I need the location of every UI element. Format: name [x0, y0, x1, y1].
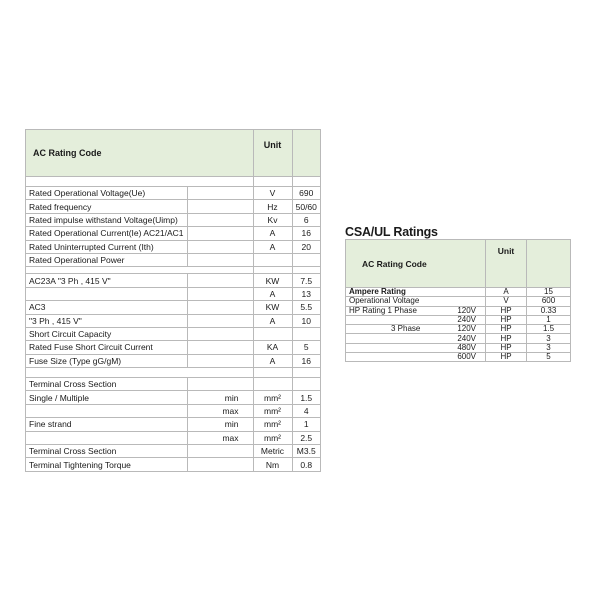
table-row: AC23A "3 Ph , 415 V" KW 7.5 — [26, 274, 321, 287]
ac-header-unit: Unit — [253, 130, 292, 177]
table-row: Terminal Cross Section Metric M3.5 — [26, 445, 321, 458]
ul-header-label: AC Rating Code — [346, 240, 486, 288]
table-row: Fine strand min mm² 1 — [26, 418, 321, 431]
ac-table-header — [26, 130, 321, 177]
table-row: Single / Multiple min mm² 1.5 — [26, 391, 321, 404]
ul-table-header — [346, 240, 571, 288]
table-row: 480V HP 3 — [346, 343, 571, 352]
ac-rating-table — [25, 129, 321, 472]
table-row: 240V HP 3 — [346, 334, 571, 343]
table-row: "3 Ph , 415 V" A 10 — [26, 314, 321, 327]
ul-ratings-title: CSA/UL Ratings — [345, 225, 438, 239]
table-row: max mm² 2.5 — [26, 431, 321, 444]
table-row: Operational Voltage V 600 — [346, 297, 571, 306]
table-row: Fuse Size (Type gG/gM) A 16 — [26, 354, 321, 367]
table-row: Rated impulse withstand Voltage(Uimp) Kv 6 — [26, 213, 321, 226]
table-row: Rated frequency Hz 50/60 — [26, 200, 321, 213]
table-row: Rated Operational Power — [26, 253, 321, 266]
table-row: Terminal Tightening Torque Nm 0.8 — [26, 458, 321, 471]
table-row: AC3 KW 5.5 — [26, 301, 321, 314]
table-row: max mm² 4 — [26, 404, 321, 417]
ac-header-label: AC Rating Code — [26, 130, 254, 177]
table-row: Terminal Cross Section — [26, 378, 321, 391]
table-row: Short Circuit Capacity — [26, 327, 321, 340]
table-row: Ampere Rating A 15 — [346, 288, 571, 297]
table-row: Rated Operational Voltage(Ue) V 690 — [26, 187, 321, 200]
table-row: A 13 — [26, 287, 321, 300]
table-row: 240V HP 1 — [346, 315, 571, 324]
table-row: HP Rating 1 Phase 120V HP 0.33 — [346, 306, 571, 315]
table-row: Rated Operational Current(Ie) AC21/AC1 A 16 — [26, 227, 321, 240]
ul-header-unit: Unit — [486, 240, 527, 288]
ul-rating-table — [345, 239, 571, 362]
table-row: Rated Uninterrupted Current (Ith) A 20 — [26, 240, 321, 253]
table-row: Rated Fuse Short Circuit Current KA 5 — [26, 341, 321, 354]
table-row: 3 Phase 120V HP 1.5 — [346, 325, 571, 334]
table-row: 600V HP 5 — [346, 353, 571, 362]
